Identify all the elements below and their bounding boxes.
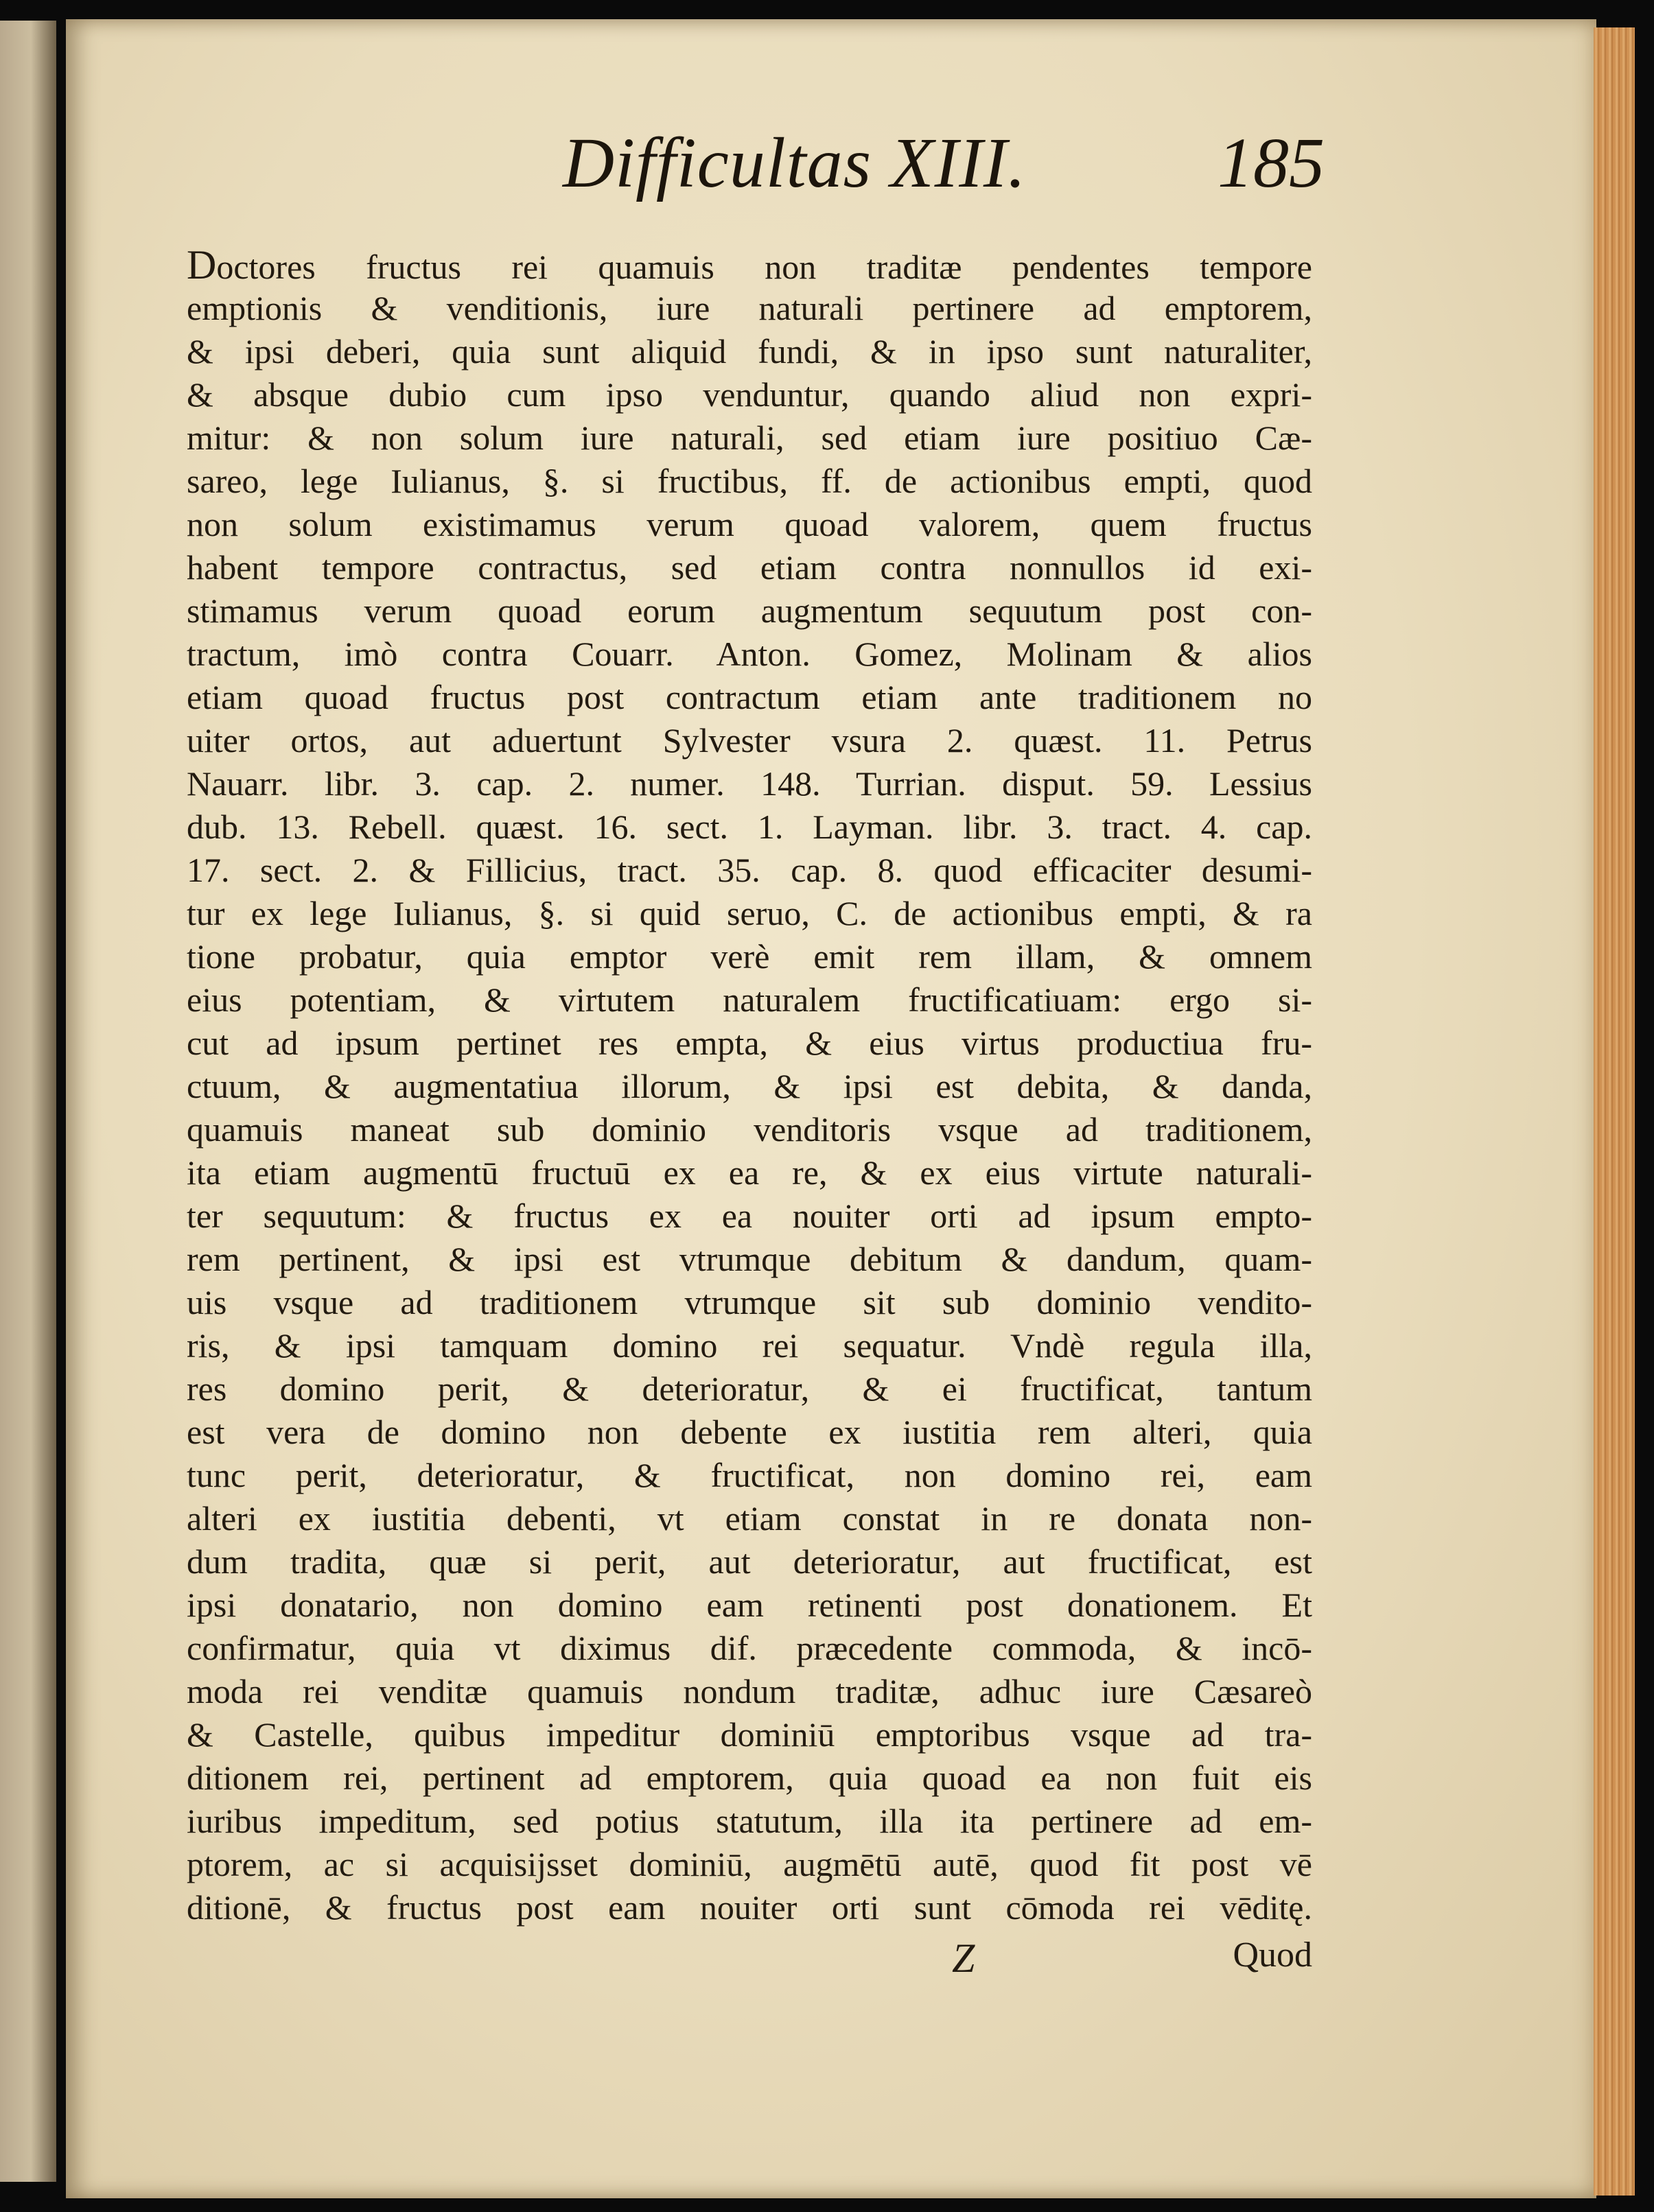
- text-line: ptorem, ac si acquisijsset dominiū, augmētū autē, quod fit post vē: [187, 1845, 1312, 1883]
- body-text: [187, 244, 1312, 1929]
- text-line: habent tempore contractus, sed etiam contra nonnullos id exi-: [187, 548, 1312, 587]
- catchword: Quod: [1233, 1936, 1312, 1975]
- text-line: eius potentiam, & virtutem naturalem fructificatiuam: ergo si-: [187, 980, 1312, 1019]
- text-line: ditionē, & fructus post eam nouiter orti sunt cōmoda rei vēditę.: [187, 1888, 1312, 1927]
- text-line: Doctores fructus rei quamuis non traditæ pendentes tempore: [187, 242, 1312, 287]
- text-line: etiam quoad fructus post contractum etiam ante traditionem no: [187, 678, 1312, 716]
- page-header: [563, 122, 1325, 218]
- text-line: cut ad ipsum pertinet res empta, & eius virtus productiua fru-: [187, 1024, 1312, 1062]
- text-line: ita etiam augmentū fructuū ex ea re, & ex eius virtute naturali-: [187, 1153, 1312, 1192]
- text-line: ipsi donatario, non domino eam retinenti post donationem. Et: [187, 1586, 1312, 1624]
- text-line: tione probatur, quia emptor verè emit rem illam, & omnem: [187, 937, 1312, 976]
- text-line: emptionis & venditionis, iure naturali pertinere ad emptorem,: [187, 289, 1312, 327]
- text-line: moda rei venditæ quamuis nondum traditæ, adhuc iure Cæsareò: [187, 1672, 1312, 1710]
- text-line: uiter ortos, aut aduertunt Sylvester vsura 2. quæst. 11. Petrus: [187, 721, 1312, 760]
- text-line: ctuum, & augmentatiua illorum, & ipsi est debita, & danda,: [187, 1067, 1312, 1105]
- text-line: dum tradita, quæ si perit, aut deterioratur, aut fructificat, est: [187, 1542, 1312, 1581]
- page-footer: [187, 1935, 1312, 1990]
- text-line: mitur: & non solum iure naturali, sed etiam iure positiuo Cæ-: [187, 419, 1312, 457]
- text-line: tunc perit, deterioratur, & fructificat, non domino rei, eam: [187, 1456, 1312, 1494]
- text-line: ris, & ipsi tamquam domino rei sequatur. Vndè regula illa,: [187, 1326, 1312, 1365]
- text-line: uis vsque ad traditionem vtrumque sit sub dominio vendito-: [187, 1283, 1312, 1321]
- page-block-edge: [1594, 27, 1635, 2196]
- text-line: & absque dubio cum ipso venduntur, quando aliud non expri-: [187, 375, 1312, 414]
- text-line: tur ex lege Iulianus, §. si quid seruo, C. de actionibus empti, & ra: [187, 894, 1312, 932]
- text-line: res domino perit, & deterioratur, & ei fructificat, tantum: [187, 1369, 1312, 1408]
- text-line: tractum, imò contra Couarr. Anton. Gomez, Molinam & alios: [187, 635, 1312, 673]
- text-line: dub. 13. Rebell. quæst. 16. sect. 1. Layman. libr. 3. tract. 4. cap.: [187, 808, 1312, 846]
- text-line: ter sequutum: & fructus ex ea nouiter orti ad ipsum empto-: [187, 1197, 1312, 1235]
- text-line: alteri ex iustitia debenti, vt etiam constat in re donata non-: [187, 1499, 1312, 1538]
- facing-page-edge: [0, 21, 56, 2182]
- text-line: quamuis maneat sub dominio venditoris vsque ad traditionem,: [187, 1110, 1312, 1149]
- text-line: stimamus verum quoad eorum augmentum sequutum post con-: [187, 591, 1312, 630]
- running-title: Difficultas XIII.: [563, 123, 1027, 202]
- text-line: confirmatur, quia vt diximus dif. præcedente commoda, & incō-: [187, 1629, 1312, 1667]
- text-line: sareo, lege Iulianus, §. si fructibus, ff. de actionibus empti, quod: [187, 462, 1312, 500]
- text-line: non solum existimamus verum quoad valorem, quem fructus: [187, 505, 1312, 543]
- text-line: & ipsi deberi, quia sunt aliquid fundi, & in ipso sunt naturaliter,: [187, 332, 1312, 370]
- text-line: Nauarr. libr. 3. cap. 2. numer. 148. Turrian. disput. 59. Lessius: [187, 764, 1312, 803]
- text-line: rem pertinent, & ipsi est vtrumque debitum & dandum, quam-: [187, 1240, 1312, 1278]
- text-line: ditionem rei, pertinent ad emptorem, quia quoad ea non fuit eis: [187, 1758, 1312, 1797]
- signature-mark: Z: [952, 1936, 975, 1981]
- text-line: 17. sect. 2. & Fillicius, tract. 35. cap. 8. quod efficaciter desumi-: [187, 851, 1312, 889]
- text-line: & Castelle, quibus impeditur dominiū emptoribus vsque ad tra-: [187, 1715, 1312, 1754]
- text-line: iuribus impeditum, sed potius statutum, illa ita pertinere ad em-: [187, 1802, 1312, 1840]
- text-line: est vera de domino non debente ex iustitia rem alteri, quia: [187, 1413, 1312, 1451]
- page-number: 185: [1218, 123, 1325, 202]
